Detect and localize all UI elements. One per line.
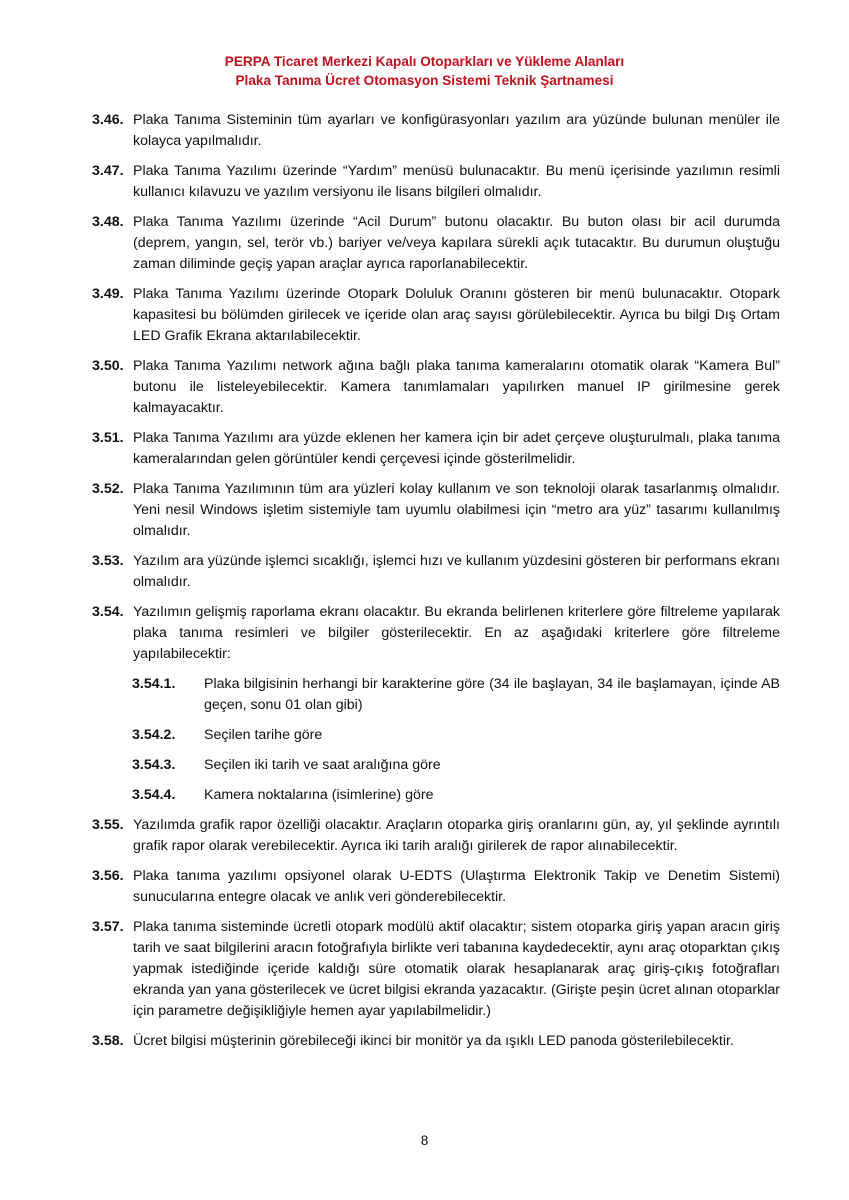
subitem-text: Seçilen iki tarih ve saat aralığına göre — [204, 757, 441, 773]
item-number: 3.49. — [92, 286, 124, 302]
item-number: 3.50. — [92, 358, 124, 374]
spec-item — [92, 212, 780, 275]
spec-item — [92, 917, 780, 1022]
item-text: Plaka tanıma sisteminde ücretli otopark modülü aktif olacaktır; sistem otoparka giriş yapan aracın giriş tarih ve saat bilgilerini aracın fotoğrafıyla birlikte veri tabanına kaydedecektir, aynı araç otoparktan çıkış yapmak istediğinde içeride kaldığı süre otomatik olarak hesaplanarak araç giriş-çıkış fotoğrafları ekranda yan yana gösterilecek ve ücret bilgisi ekranda yazacaktır. (Girişte peşin ücret alınan otoparklar için parametre değişikliğiyle hemen ayar yapılabilmelidir.) — [133, 919, 780, 1019]
subitem-number: 3.54.4. — [132, 787, 176, 803]
item-text: Plaka Tanıma Sisteminin tüm ayarları ve konfigürasyonları yazılım ara yüzünde bulunan menüler ile kolayca yapılmalıdır. — [133, 112, 780, 149]
spec-subitem — [132, 725, 780, 746]
item-number: 3.52. — [92, 481, 124, 497]
item-text: Plaka Tanıma Yazılımının tüm ara yüzleri kolay kullanım ve son teknoloji olarak tasarlanmış olmalıdır. Yeni nesil Windows işletim sistemiyle tam uyumlu olabilmesi için “metro ara yüz” tasarımı kullanılmış olmalıdır. — [133, 481, 780, 539]
item-number: 3.51. — [92, 430, 124, 446]
header-title-line1: PERPA Ticaret Merkezi Kapalı Otoparkları ve Yükleme Alanları — [224, 54, 625, 69]
spec-item — [92, 356, 780, 419]
page-number: 8 — [420, 1133, 429, 1148]
spec-item — [92, 161, 780, 203]
item-text: Plaka Tanıma Yazılımı üzerinde “Acil Durum” butonu olacaktır. Bu buton olası bir acil durumda (deprem, yangın, sel, terör vb.) bariyer ve/veya kapılara sürekli açık tutacaktır. Bu durumun oluştuğu zaman diliminde geçiş yapan araçlar ayrıca raporlanabilecektir. — [133, 214, 780, 272]
subitem-text: Seçilen tarihe göre — [204, 727, 323, 743]
item-number: 3.55. — [92, 817, 124, 833]
spec-subitem — [132, 785, 780, 806]
subitem-number: 3.54.1. — [132, 676, 176, 692]
item-text: Plaka tanıma yazılımı opsiyonel olarak U-EDTS (Ulaştırma Elektronik Takip ve Denetim Sistemi) sunucularına entegre olacak ve anlık veri gönderebilecektir. — [133, 868, 780, 905]
item-number: 3.57. — [92, 919, 124, 935]
spec-subitem — [132, 674, 780, 716]
item-text: Plaka Tanıma Yazılımı üzerinde Otopark Doluluk Oranını gösteren bir menü bulunacaktır. Otopark kapasitesi bu bölümden girilecek ve içeride olan araç sayısı görülebilecektir. Ayrıca bu bilgi Dış Ortam LED Grafik Ekrana aktarılabilecektir. — [133, 286, 780, 344]
item-text: Plaka Tanıma Yazılımı network ağına bağlı plaka tanıma kameralarını otomatik olarak “Kamera Bul” butonu ile listeleyebilecektir. Kamera tanımlamaları yapılırken manuel IP girilmesine gerek kalmayacaktır. — [133, 358, 780, 416]
item-number: 3.48. — [92, 214, 124, 230]
spec-item — [92, 1031, 780, 1052]
item-number: 3.58. — [92, 1033, 124, 1049]
item-number: 3.47. — [92, 163, 124, 179]
subitem-text: Plaka bilgisinin herhangi bir karakterine göre (34 ile başlayan, 34 ile başlamayan, içinde AB geçen, sonu 01 olan gibi) — [204, 676, 780, 713]
document-header — [0, 52, 849, 90]
subitem-number: 3.54.2. — [132, 727, 176, 743]
spec-item — [92, 479, 780, 542]
item-text: Yazılım ara yüzünde işlemci sıcaklığı, işlemci hızı ve kullanım yüzdesini gösteren bir performans ekranı olmalıdır. — [133, 553, 780, 590]
subitem-text: Kamera noktalarına (isimlerine) göre — [204, 787, 434, 803]
spec-item — [92, 284, 780, 347]
item-text: Plaka Tanıma Yazılımı üzerinde “Yardım” menüsü bulunacaktır. Bu menü içerisinde yazılımın resimli kullanıcı kılavuzu ve yazılım versiyonu ile lisans bilgileri olmalıdır. — [133, 163, 780, 200]
spec-item — [92, 110, 780, 152]
spec-item — [92, 815, 780, 857]
item-text: Plaka Tanıma Yazılımı ara yüzde eklenen her kamera için bir adet çerçeve oluşturulmalı, plaka tanıma kameralarından gelen görüntüler kendi çerçevesi içinde gösterilmelidir. — [133, 430, 780, 467]
item-text: Ücret bilgisi müşterinin görebileceği ikinci bir monitör ya da ışıklı LED panoda gösterilebilecektir. — [133, 1033, 734, 1049]
item-number: 3.54. — [92, 604, 124, 620]
spec-subitem — [132, 755, 780, 776]
spec-item — [92, 551, 780, 593]
item-text: Yazılımda grafik rapor özelliği olacaktır. Araçların otoparka giriş oranlarını gün, ay, yıl şeklinde ayrıntılı grafik rapor olarak verebilecektir. Ayrıca iki tarih aralığı girilerek de rapor alınabilecektir. — [133, 817, 780, 854]
subitem-number: 3.54.3. — [132, 757, 176, 773]
spec-item — [92, 428, 780, 470]
item-number: 3.46. — [92, 112, 124, 128]
item-number: 3.53. — [92, 553, 124, 569]
spec-item — [92, 866, 780, 908]
item-number: 3.56. — [92, 868, 124, 884]
spec-item — [92, 602, 780, 665]
header-title-line2: Plaka Tanıma Ücret Otomasyon Sistemi Teknik Şartnamesi — [235, 73, 614, 88]
item-text: Yazılımın gelişmiş raporlama ekranı olacaktır. Bu ekranda belirlenen kriterlere göre filtreleme yapılarak plaka tanıma resimleri ve bilgiler gösterilecektir. En az aşağıdaki kriterlere göre filtreleme yapılabilecektir: — [133, 604, 780, 662]
spec-content — [92, 110, 780, 1061]
